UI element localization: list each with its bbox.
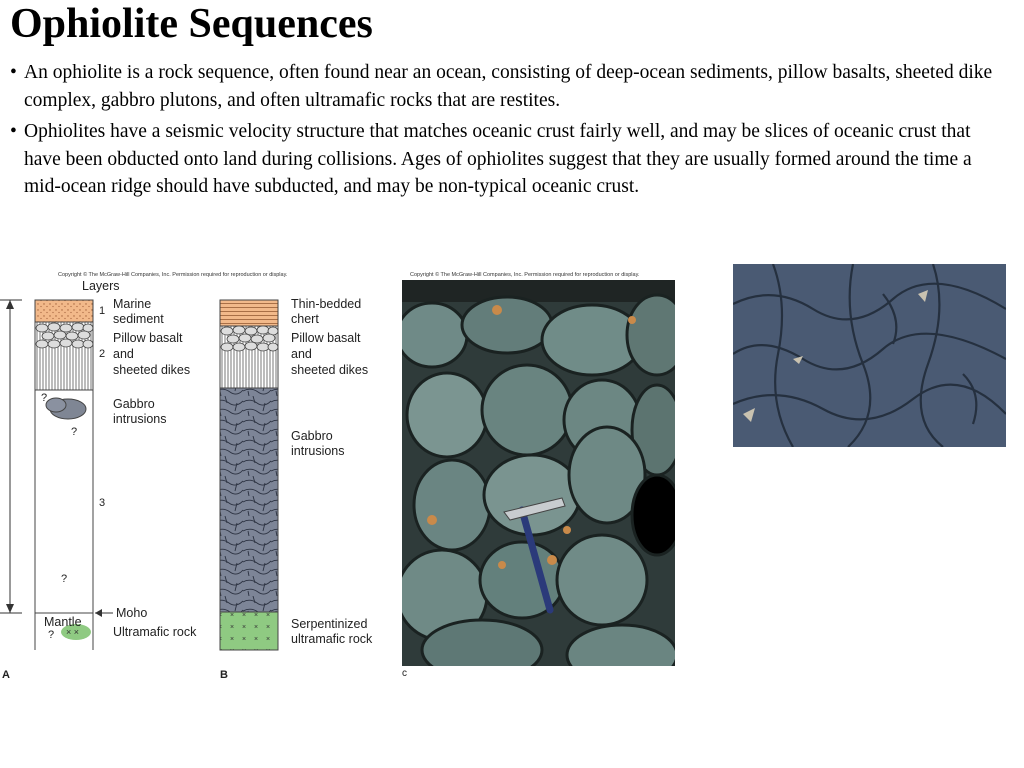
label-gabbro: intrusions: [291, 444, 345, 458]
label-pillow: and: [113, 347, 134, 361]
bullet-item: [10, 118, 1000, 201]
pillow-lava-photo: [733, 264, 1006, 447]
panel-letter: A: [2, 669, 10, 681]
label-mantle: Mantle: [44, 615, 82, 629]
label-serpentinized: ultramafic rock: [291, 632, 373, 646]
bullet-list: [10, 59, 1000, 205]
panel-letter: B: [220, 669, 228, 681]
label-pillow: sheeted dikes: [113, 363, 191, 377]
panel-b-column-diagram: [215, 296, 285, 656]
label-serpentinized: Serpentinized: [291, 617, 368, 631]
uncertainty-mark: ?: [41, 392, 48, 404]
label-gabbro: Gabbro: [113, 397, 155, 411]
slide-title: Ophiolite Sequences: [10, 1, 373, 47]
layers-heading: Layers: [82, 279, 120, 293]
bullet-dot: •: [10, 62, 17, 83]
label-gabbro: intrusions: [113, 412, 167, 426]
pillow-basalt-photo: [402, 280, 675, 666]
bullet-dot: •: [10, 121, 17, 142]
label-chert: Thin-bedded: [291, 297, 362, 311]
layer-number: 3: [99, 497, 106, 509]
bullet-text: An ophiolite is a rock sequence, often found near an ocean, consisting of deep-ocean sediments, pillow basalts, sheeted dike complex, gabbro plutons, and often ultramafic rocks that are restites.: [24, 62, 993, 111]
label-pillow: sheeted dikes: [291, 363, 369, 377]
label-pillow: Pillow basalt: [291, 331, 361, 345]
bullet-item: [10, 59, 1000, 114]
label-gabbro: Gabbro: [291, 429, 333, 443]
label-pillow: Pillow basalt: [113, 331, 183, 345]
uncertainty-mark: ?: [61, 573, 68, 585]
uncertainty-mark: ?: [71, 426, 78, 438]
label-marine: sediment: [113, 312, 164, 326]
layer-number: 1: [99, 305, 106, 317]
panel-a-column-diagram: [0, 278, 215, 678]
copyright-notice-ab: Copyright © The McGraw-Hill Companies, Inc. Permission required for reproduction or display.: [58, 272, 288, 278]
uncertainty-mark: ?: [48, 629, 55, 641]
svg-text:× ×: × ×: [66, 627, 80, 637]
panel-letter: c: [402, 668, 407, 679]
label-pillow: and: [291, 347, 312, 361]
bullet-text: Ophiolites have a seismic velocity structure that matches oceanic crust fairly well, and may be slices of oceanic crust that have been obducted onto land during collisions. Ages of ophiolites suggest that they are usually formed around the time a mid-ocean ridge should have subducted, and may be non-typical oceanic crust.: [24, 121, 972, 197]
label-chert: chert: [291, 312, 319, 326]
scale-label: [0, 423, 1, 488]
layer-number: 2: [99, 348, 106, 360]
label-moho: Moho: [116, 606, 148, 620]
copyright-notice-c: Copyright © The McGraw-Hill Companies, Inc. Permission required for reproduction or display.: [410, 272, 640, 278]
label-marine: Marine: [113, 297, 152, 311]
label-ultramafic: Ultramafic rock: [113, 625, 197, 639]
